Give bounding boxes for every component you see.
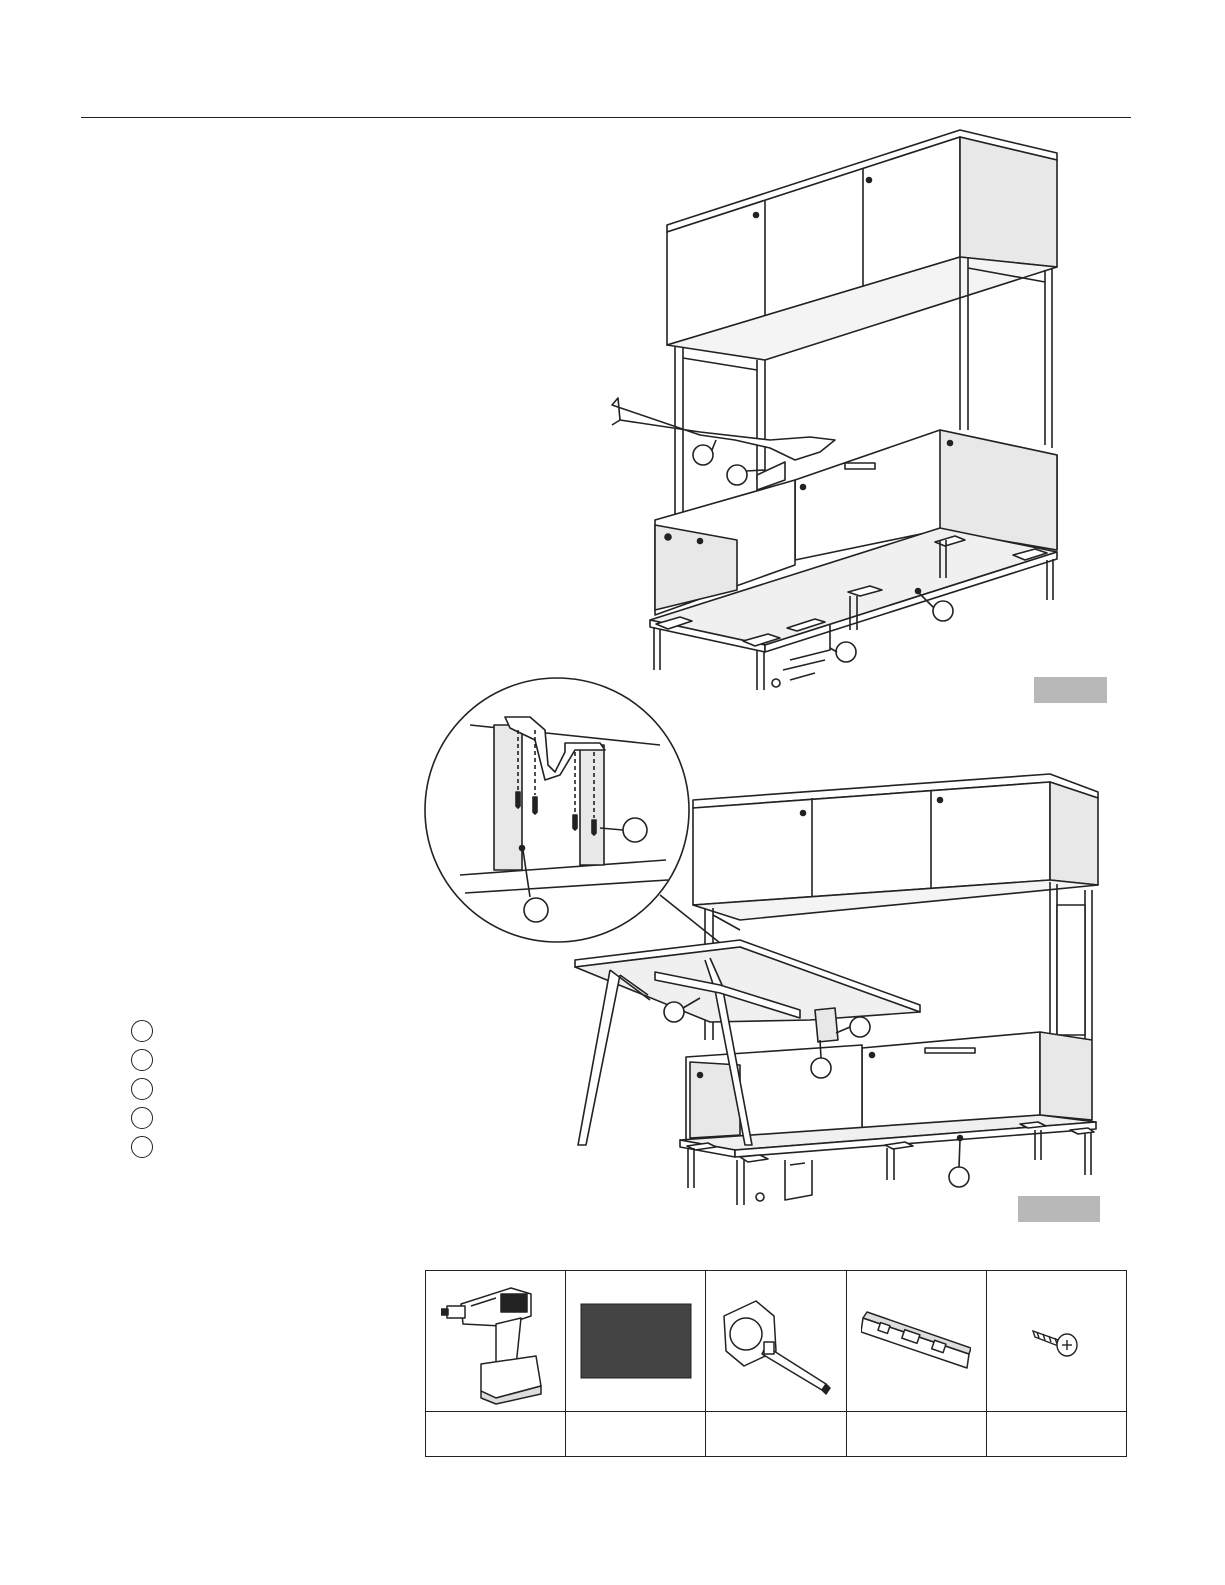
tool-cell — [426, 1271, 566, 1412]
figure-tag-1 — [1034, 677, 1107, 703]
dark-swatch-icon — [580, 1303, 692, 1379]
callout-marker — [131, 1107, 153, 1129]
figure-1-hutch-desk — [612, 130, 1057, 690]
level-icon — [861, 1306, 971, 1376]
callout-marker — [131, 1078, 153, 1100]
tool-label — [706, 1412, 846, 1457]
screw-icon — [1031, 1321, 1081, 1361]
callout-legend — [131, 1020, 153, 1165]
tool-cell — [846, 1271, 986, 1412]
impact-driver-icon — [441, 1276, 551, 1406]
tool-label — [846, 1412, 986, 1457]
callout-marker — [131, 1049, 153, 1071]
figure-tag-2 — [1018, 1196, 1100, 1222]
callout-marker — [131, 1136, 153, 1158]
callout-marker — [131, 1020, 153, 1042]
figure-2-l-desk — [425, 678, 1098, 1205]
tool-cell — [566, 1271, 706, 1412]
tool-cell — [986, 1271, 1126, 1412]
tool-cell — [706, 1271, 846, 1412]
tape-measure-icon — [716, 1286, 836, 1396]
tool-label — [566, 1412, 706, 1457]
tool-label — [986, 1412, 1126, 1457]
tools-table — [425, 1270, 1127, 1457]
tool-label — [426, 1412, 566, 1457]
